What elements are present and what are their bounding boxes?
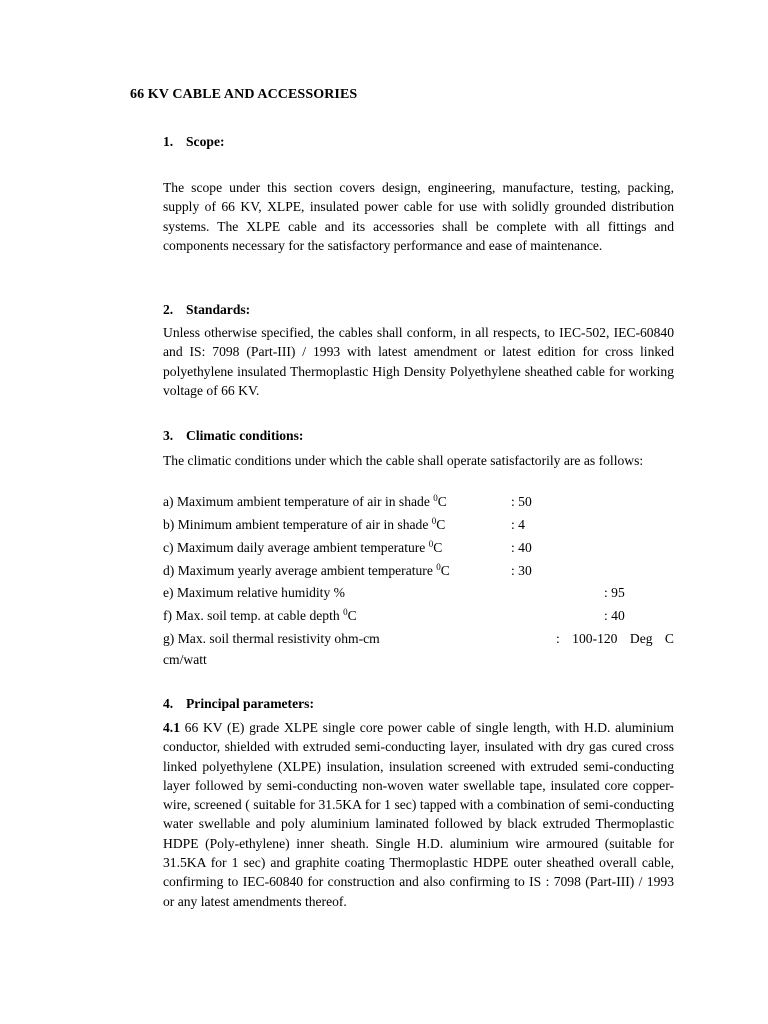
climatic-item-label: g) Max. soil thermal resistivity ohm-cm	[163, 631, 380, 646]
unit-label: C	[436, 517, 446, 532]
climatic-item-label: b) Minimum ambient temperature of air in shade	[163, 517, 432, 532]
climatic-item-value: : 30	[511, 563, 532, 578]
climatic-item-b	[163, 515, 674, 535]
document-title: 66 KV CABLE AND ACCESSORIES	[130, 87, 358, 102]
unit-label: C	[437, 494, 447, 509]
climatic-item-a	[163, 492, 674, 512]
standards-heading	[163, 302, 250, 318]
scope-paragraph: The scope under this section covers design, engineering, manufacture, testing, packing, supply of 66 KV, XLPE, insulated power cable for use with solidly grounded distribution systems. The XLPE cable and its accessories shall be complete with all fittings and components necessary for the satisfactory performance and ease of maintenance.	[163, 180, 674, 254]
climatic-item-g-continuation: cm/watt	[163, 652, 207, 667]
scope-heading-text: Scope:	[186, 134, 225, 149]
standards-paragraph: Unless otherwise specified, the cables shall conform, in all respects, to IEC-502, IEC-60840 and IS: 7098 (Part-III) / 1993 with latest amendment or latest edition for cross linked polyethylene insulated Thermoplastic High Density Polyethylene sheathed cable for working voltage of 66 KV.	[163, 325, 674, 399]
scope-number: 1.	[163, 134, 174, 149]
value-range: 100-120	[572, 631, 618, 646]
clause-text: 66 KV (E) grade XLPE single core power cable of single length, with H.D. aluminium conductor, shielded with extruded semi-conducting layer, insulated with dry gas cured cross linked polyethylene (XLPE) insulation, insulation screened with extruded semi-conducting layer followed by semi-conducting non-woven water swellable tape, insulated core copper-wire, screened ( suitable for 31.5KA for 1 sec) tapped with a combination of semi-conducting water swellable and poly aluminium laminated followed by black extruded Thermoplastic HDPE (Poly-ethylene) inner sheath. Single H.D. aluminium wire armoured (suitable for 31.5KA for 1 sec) and graphite coating Thermoplastic HDPE outer sheathed overall cable, confirming to IEC-60840 for construction and also confirming to IS : 7098 (Part-III) / 1993 or any latest amendments thereof.	[163, 720, 674, 909]
climatic-item-label: d) Maximum yearly average ambient temperature	[163, 563, 437, 578]
degree-superscript: 0	[433, 493, 438, 503]
degree-superscript: 0	[428, 539, 434, 549]
climatic-item-value: : 40	[604, 608, 625, 623]
unit-label: C	[347, 608, 357, 623]
climatic-item-e	[163, 583, 674, 603]
climatic-item-g	[163, 629, 674, 649]
climatic-item-f	[163, 606, 674, 626]
standards-number: 2.	[163, 302, 174, 317]
climatic-item-label: a) Maximum ambient temperature of air in shade	[163, 494, 434, 509]
climatic-item-value: : 50	[511, 494, 532, 509]
climatic-heading	[163, 428, 303, 444]
scope-heading	[163, 134, 225, 150]
climatic-number: 3.	[163, 428, 174, 443]
principal-number: 4.	[163, 696, 174, 711]
principal-heading-text: Principal parameters:	[186, 696, 314, 711]
value-unit-deg: Deg	[629, 631, 653, 646]
degree-superscript: 0	[431, 516, 437, 526]
value-unit-c: C	[664, 631, 674, 646]
climatic-item-d	[163, 561, 674, 581]
climatic-item-label: f) Max. soil temp. at cable depth	[163, 608, 344, 623]
climatic-item-value: : 95	[604, 585, 625, 600]
principal-heading	[163, 696, 314, 712]
principal-clause-paragraph	[163, 718, 674, 911]
degree-superscript: 0	[343, 607, 348, 617]
climatic-intro: The climatic conditions under which the cable shall operate satisfactorily are as follows:	[163, 453, 644, 468]
climatic-item-value	[556, 629, 674, 649]
unit-label: C	[440, 563, 450, 578]
value-colon: :	[556, 631, 560, 646]
climatic-item-value: : 4	[511, 517, 525, 532]
unit-label: C	[433, 540, 443, 555]
clause-number: 4.1	[163, 720, 180, 735]
climatic-heading-text: Climatic conditions:	[186, 428, 304, 443]
degree-superscript: 0	[436, 562, 441, 572]
standards-heading-text: Standards:	[186, 302, 251, 317]
climatic-item-label: e) Maximum relative humidity %	[163, 585, 345, 600]
climatic-item-c	[163, 538, 674, 558]
climatic-item-value: : 40	[511, 540, 532, 555]
climatic-item-label: c) Maximum daily average ambient temperature	[163, 540, 429, 555]
